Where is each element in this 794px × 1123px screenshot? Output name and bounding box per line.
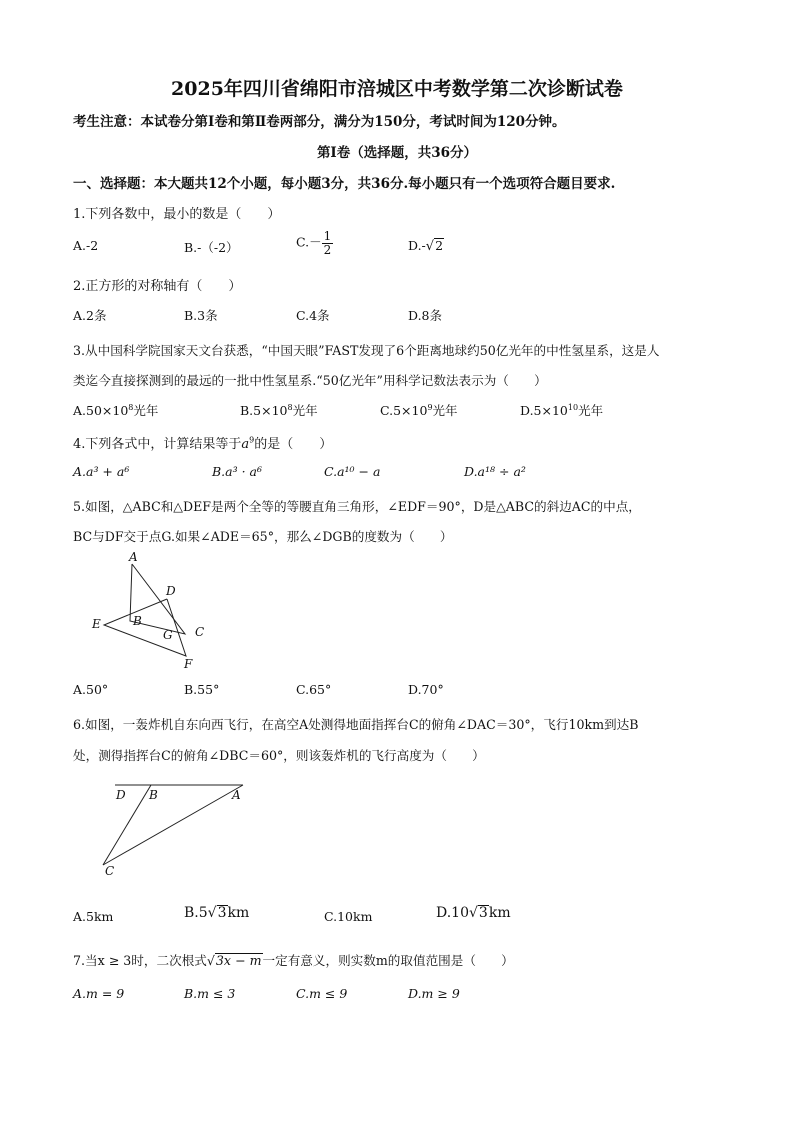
q3-a-unit: 光年 (133, 403, 159, 418)
q6-stem-line2: 处，测得指挥台C的俯角∠DBC＝60°，则该轰炸机的飞行高度为（ ） (73, 748, 485, 763)
q5-option-a: A.50° (73, 682, 109, 697)
exam-title: 2025年四川省绵阳市涪城区中考数学第二次诊断试卷 (171, 78, 623, 100)
q6-label-c: C (105, 864, 115, 878)
q5-triangle-figure (80, 548, 220, 673)
q4-option-c: C.a¹⁰ − a (324, 464, 381, 479)
part-title: 一、选择题：本大题共12个小题，每小题3分，共36分.每小题只有一个选项符合题目要求. (73, 176, 616, 192)
q6-d-unit: km (488, 905, 511, 921)
q3-d-unit: 光年 (578, 403, 604, 418)
q3-a-base: A.50×10 (73, 403, 129, 418)
q4-option-d: D.a¹⁸ ÷ a² (464, 464, 526, 479)
q1-option-c-fraction (322, 230, 334, 256)
section-title: 第Ⅰ卷（选择题，共36分） (316, 145, 478, 161)
q3-stem-line2: 类迄今直接探测到的最远的一批中性氢星系.“50亿光年”用科学记数法表示为（ ） (73, 373, 547, 388)
q7-option-c: C.m ≤ 9 (296, 986, 348, 1001)
q7-stem: 7.当x ≥ 3时，二次根式√3x − m一定有意义，则实数m的取值范围是（ ） (73, 953, 514, 968)
q4-stem-post: 的是（ ） (254, 437, 333, 452)
q5-label-e: E (92, 617, 101, 631)
q5-stem-line1: 5.如图，△ABC和△DEF是两个全等的等腰直角三角形，∠EDF＝90°，D是△ABC的斜边AC的中点， (73, 499, 641, 514)
exam-notice: 考生注意：本试卷分第Ⅰ卷和第Ⅱ卷两部分，满分为150分，考试时间为120分钟。 (73, 114, 566, 130)
q6-option-d: D.10√3km (436, 905, 511, 921)
q3-stem-line1: 3.从中国科学院国家天文台获悉，“中国天眼”FAST发现了6个距离地球约50亿光年的中性氢星系，这是人 (73, 343, 660, 358)
q3-option-a (73, 401, 158, 419)
triangle-def-edges (104, 599, 186, 656)
q2-option-a: A.2条 (73, 308, 107, 323)
q3-option-b (240, 401, 318, 419)
q3-b-exp: 8 (287, 402, 293, 412)
q4-option-b: B.a³ · a⁶ (212, 464, 263, 479)
q3-option-d (520, 401, 603, 419)
q3-c-base: C.5×10 (380, 403, 428, 418)
q2-option-d: D.8条 (408, 308, 443, 323)
q7-stem-post: 一定有意义，则实数m的取值范围是（ ） (262, 953, 514, 968)
q6-d-radicand: 3 (478, 905, 488, 921)
q6-label-b: B (149, 788, 158, 802)
q3-a-exp: 8 (128, 402, 134, 412)
q5-option-b: B.55° (184, 682, 220, 697)
q1-option-b: B.-（-2） (184, 240, 239, 255)
q7-option-b: B.m ≤ 3 (184, 986, 236, 1001)
q1-stem: 1.下列各数中，最小的数是（ ） (73, 207, 281, 222)
q6-option-c: C.10km (324, 909, 373, 924)
q1-option-c (296, 230, 333, 256)
q4-stem-pre: 4.下列各式中，计算结果等于 (73, 437, 242, 452)
q3-b-unit: 光年 (292, 403, 318, 418)
q3-d-exp: 10 (567, 402, 579, 412)
q3-c-exp: 9 (427, 402, 433, 412)
q6-option-b: B.5√3km (184, 905, 250, 921)
q6-option-a: A.5km (73, 909, 114, 924)
q1-option-a: A.-2 (73, 238, 99, 253)
q5-option-c: C.65° (296, 682, 332, 697)
q1-option-d-radicand: 2 (435, 238, 444, 253)
q6-b-coef: B.5 (184, 905, 208, 921)
q4-stem-var: a (241, 437, 250, 452)
q5-label-c: C (195, 625, 205, 639)
q6-d-coef: D.10 (436, 905, 469, 921)
q6-bomber-figure (95, 775, 255, 880)
q6-stem-line1: 6.如图，一轰炸机自东向西飞行，在高空A处测得地面指挥台C的俯角∠DAC＝30°，飞行10km到达B (73, 717, 639, 732)
q6-label-a: A (232, 788, 241, 802)
q5-label-d: D (166, 584, 176, 598)
q3-option-c (380, 401, 458, 419)
q5-label-g: G (163, 628, 173, 642)
q3-c-unit: 光年 (432, 403, 458, 418)
q2-option-c: C.4条 (296, 308, 330, 323)
q1-option-d-prefix: D.- (408, 238, 426, 253)
q2-stem: 2.正方形的对称轴有（ ） (73, 279, 242, 294)
q4-stem-exp: 9 (249, 435, 255, 445)
q7-stem-radicand: 3x − m (215, 953, 262, 968)
q6-b-unit: km (227, 905, 250, 921)
q2-option-b: B.3条 (184, 308, 218, 323)
q3-b-base: B.5×10 (240, 403, 288, 418)
q6-b-radicand: 3 (217, 905, 227, 921)
q5-option-d: D.70° (408, 682, 444, 697)
q4-option-a: A.a³ + a⁶ (73, 464, 130, 479)
q6-label-d: D (116, 788, 126, 802)
q1-option-d: D.-√2 (408, 238, 444, 254)
q1-option-c-prefix: C.－ (296, 234, 322, 250)
q5-label-b: B (133, 614, 142, 628)
q3-d-base: D.5×10 (520, 403, 568, 418)
q1-c-numerator: 1 (323, 229, 332, 243)
q7-option-a: A.m = 9 (73, 986, 125, 1001)
line-bc (103, 785, 151, 865)
q5-label-a: A (129, 550, 138, 564)
q7-option-d: D.m ≥ 9 (408, 986, 460, 1001)
q5-stem-line2: BC与DF交于点G.如果∠ADE＝65°，那么∠DGB的度数为（ ） (73, 529, 453, 544)
q4-stem (73, 433, 332, 452)
q5-label-f: F (184, 657, 193, 671)
q1-c-denominator: 2 (323, 242, 332, 257)
q7-stem-pre: 7.当x ≥ 3时，二次根式 (73, 953, 207, 968)
